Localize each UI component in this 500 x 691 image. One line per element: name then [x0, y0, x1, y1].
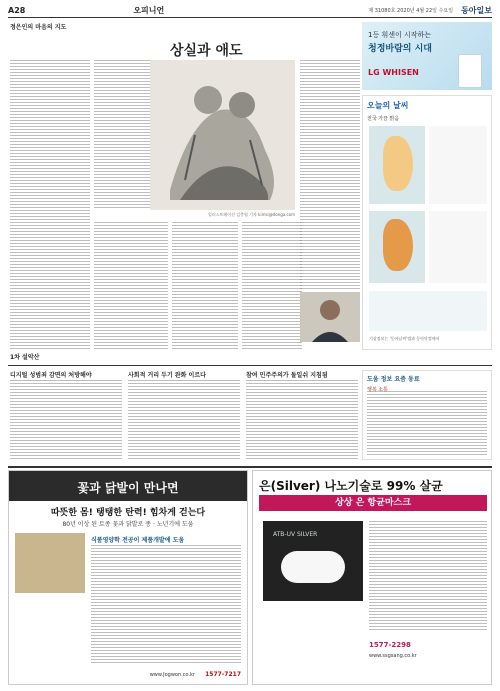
- ad-left-body: [91, 545, 241, 665]
- column-title: 상실과 애도: [170, 43, 243, 59]
- bottom-ads: [8, 470, 492, 685]
- ad-left-headline2: 따뜻한 몸! 탱탱한 탄력! 힘차게 걷는다: [50, 508, 206, 518]
- illustration-caption: 일러스트레이션 김충엽 기자 kimsi@donga.com: [207, 212, 295, 217]
- page-number: A28: [8, 6, 26, 15]
- ad-right-body: [369, 521, 487, 631]
- ad-left-photo: [15, 533, 85, 593]
- weather-footer: 기상정보는 '동아날씨'앱과 동아닷컴에서: [369, 336, 440, 341]
- column-body-3: [94, 222, 168, 350]
- ad-right-headline: 은(Silver) 나노기술로 99% 살균: [259, 479, 443, 493]
- mid-col3-body: [246, 380, 358, 460]
- weather-table-1: [429, 126, 487, 204]
- mid-col3-title: 참여 민주주의가 돌일쉬 지침됨: [246, 372, 328, 379]
- mid-col1-title: 디지털 성범죄 감면의 처방해야: [10, 372, 92, 379]
- pr-box-title: 도움 정보 요즘 동료: [367, 376, 420, 383]
- ad-left-headline1: 꽃과 닭발이 만나면: [77, 481, 179, 495]
- ad-right-product: ATB-UV SILVER: [273, 531, 318, 538]
- author-tag: 1차 설악산: [10, 354, 40, 361]
- column-body-4: [172, 222, 238, 350]
- pr-box-label: 행복 소통: [367, 387, 388, 393]
- pr-box-body: [367, 391, 487, 456]
- ad-right-site: www.ssgsang.co.kr: [369, 653, 417, 659]
- mask-photo: [263, 521, 363, 601]
- aircon-icon: [458, 54, 482, 88]
- issue-meta: 제 31080호 2020년 4월 22일 수요일: [368, 8, 454, 14]
- column-body-5: [242, 222, 302, 350]
- ad-left-site: www.Jogwon.co.kr: [149, 672, 195, 678]
- mid-col1-body: [10, 380, 122, 460]
- weather-subtitle: 전국 가끔 맑음: [367, 116, 400, 122]
- ad-left: [8, 470, 248, 685]
- ad-top-line2: 청정바람의 시대: [368, 44, 432, 54]
- weather-panel: [362, 95, 492, 350]
- ad-left-sub2: 식품영양학 전공이 제품개발에 도움: [91, 537, 185, 544]
- weather-title: 오늘의 날씨: [367, 101, 409, 110]
- pr-box: [362, 370, 492, 460]
- mask-icon: [281, 551, 345, 583]
- mid-col2-title: 사회적 거리 두기 완화 이르다: [128, 372, 206, 379]
- newspaper-logo: 동아일보: [461, 6, 492, 15]
- divider: [8, 365, 492, 366]
- divider-bottom: [8, 466, 492, 468]
- ad-top-line1: 1등 휘센이 시작하는: [368, 31, 431, 39]
- ad-left-subline: 80년 이상 된 토종 꽃과 닭발로 종 · 노년기에 도움: [62, 521, 194, 528]
- author-photo: [300, 292, 360, 342]
- weather-map-1: [369, 126, 425, 204]
- weather-forecast-strip: [369, 291, 487, 331]
- ad-top-logo: LG WHISEN: [368, 68, 419, 77]
- ad-right-phone: 1577-2298: [369, 641, 411, 649]
- ad-right-banner: 상상 은 항균마스크: [259, 495, 487, 511]
- ad-right: [252, 470, 492, 685]
- ad-left-phone: 1577-7217: [205, 671, 241, 678]
- weather-table-2: [429, 211, 487, 283]
- column-body-1: [10, 60, 90, 350]
- column-body-6: [300, 60, 360, 290]
- mid-col2-body: [128, 380, 240, 460]
- section-title: 오피니언: [133, 6, 165, 15]
- weather-map-2: [369, 211, 425, 283]
- column-label: 정은인의 마음의 지도: [10, 24, 67, 31]
- ad-top-whisen: [362, 22, 492, 90]
- masthead: [8, 4, 492, 18]
- column-illustration: [150, 60, 295, 210]
